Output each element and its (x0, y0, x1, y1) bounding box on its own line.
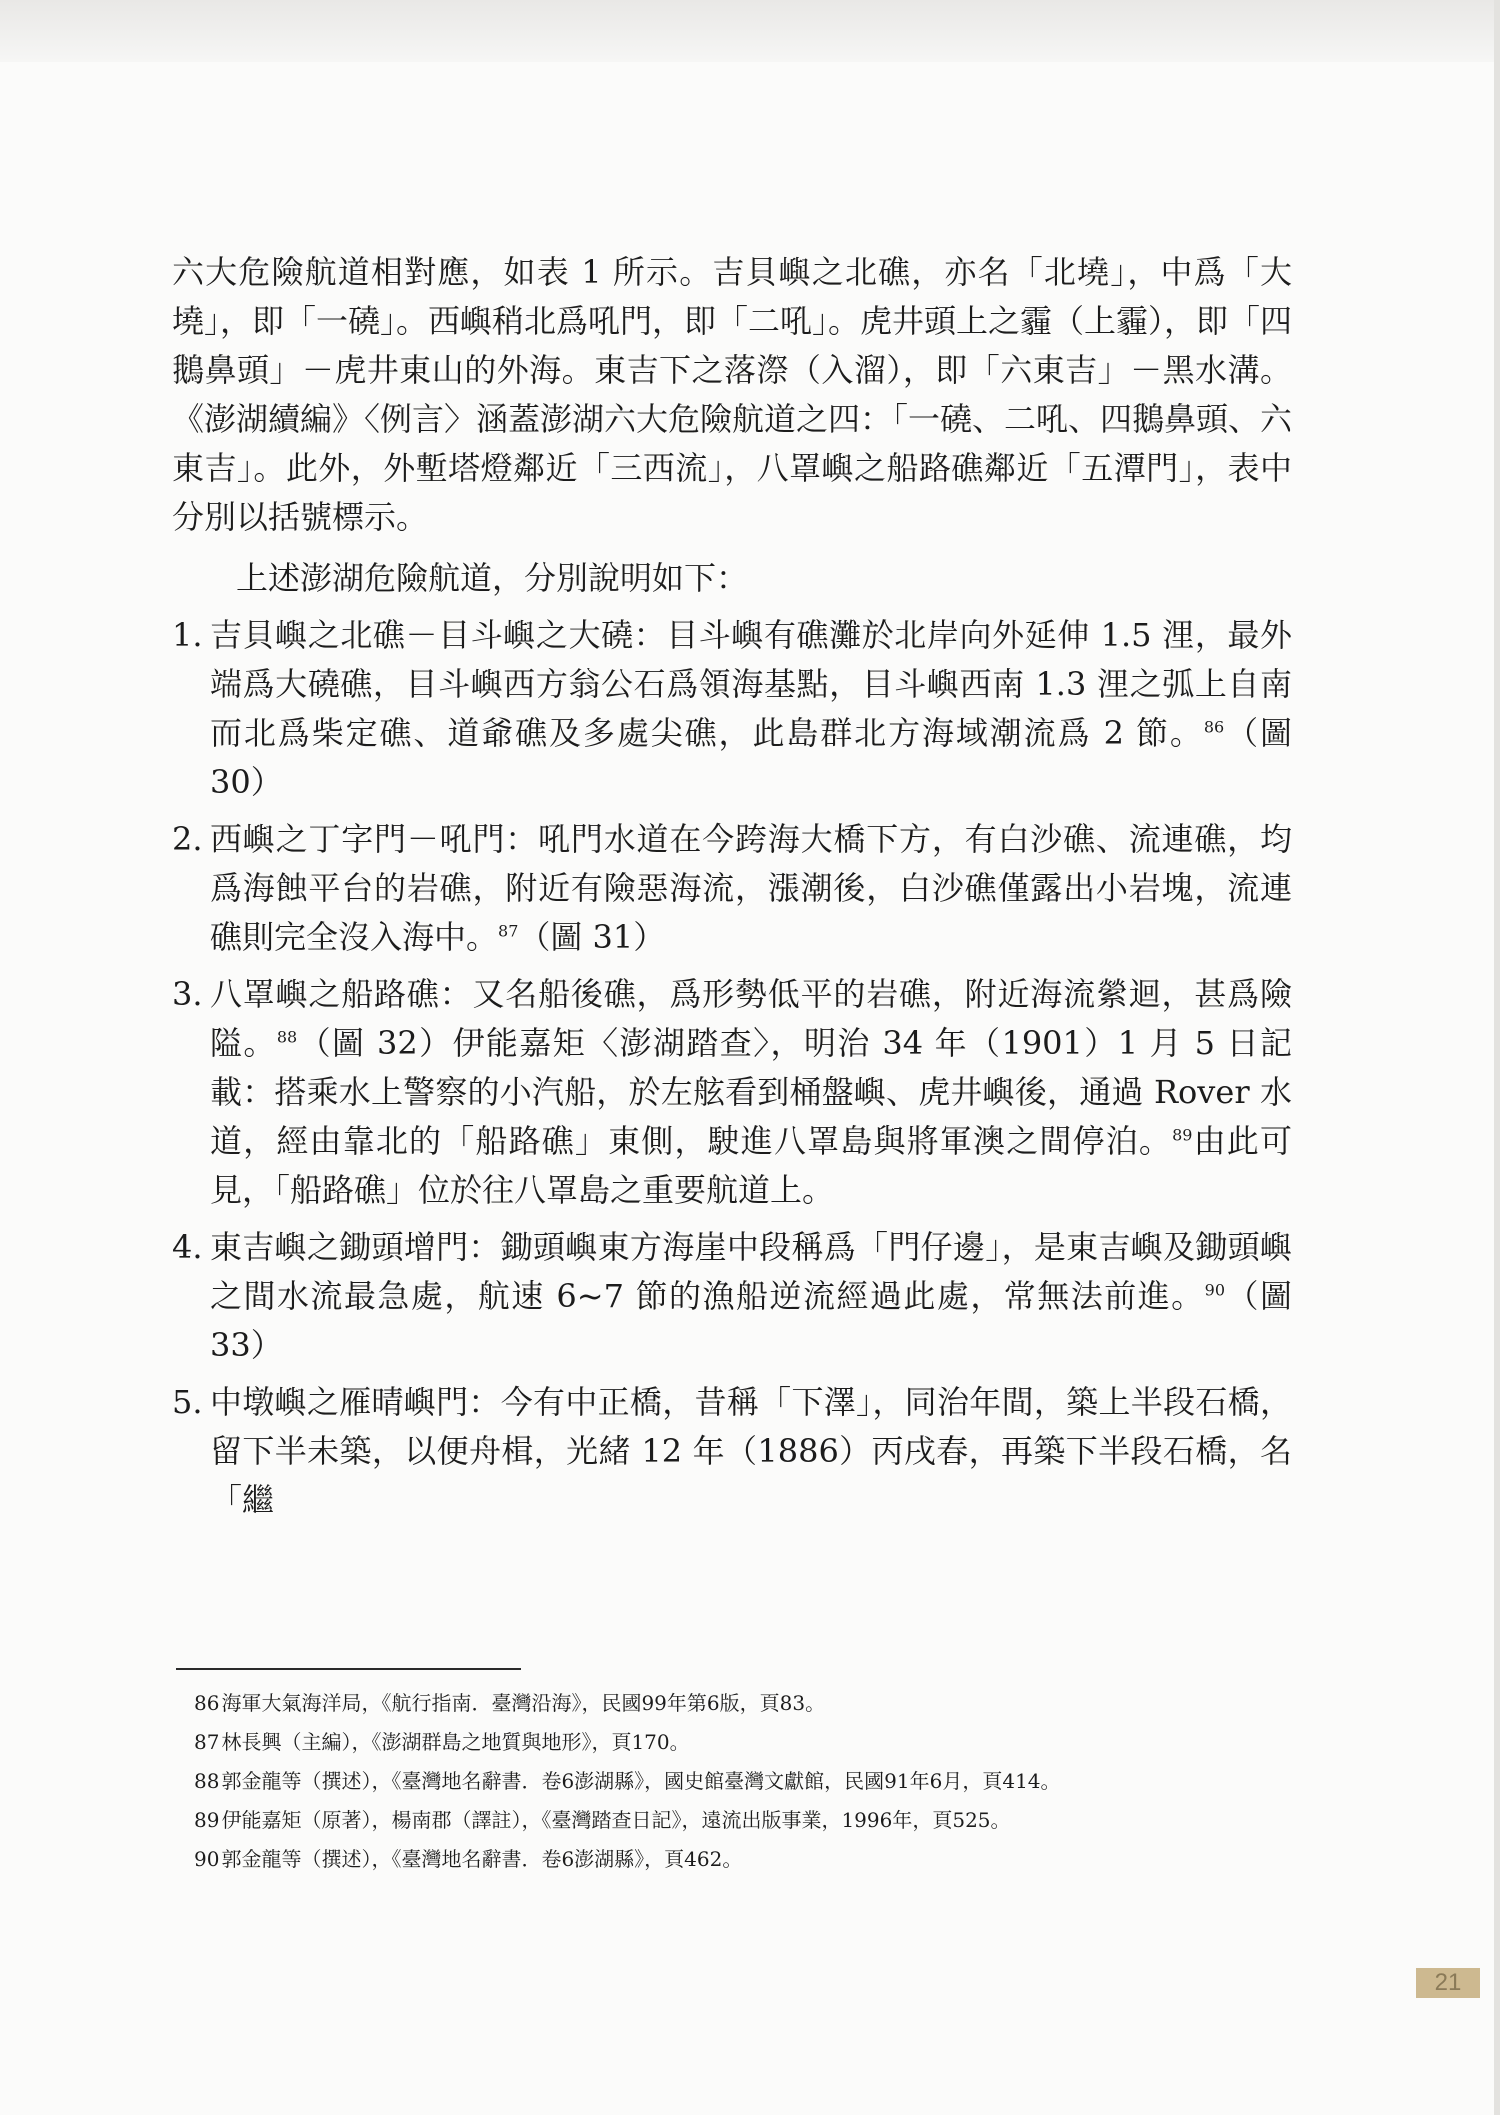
scan-edge-top (0, 0, 1500, 62)
footnote-text: 伊能嘉矩（原著），楊南郡（譯註），《臺灣踏查日記》，遠流出版事業，1996年，頁525。 (221, 1808, 1011, 1832)
footnote (194, 1686, 1294, 1720)
list-item (172, 1223, 1292, 1370)
list-item (172, 1378, 1292, 1525)
list-item-text: 西嶼之丁字門－吼門：吼門水道在今跨海大橋下方，有白沙礁、流連礁，均爲海蝕平台的岩礁，附近有險惡海流，漲潮後，白沙礁僅露出小岩塊，流連礁則完全沒入海中。 (210, 820, 1292, 956)
footnote-number: 89 (194, 1808, 220, 1832)
list-item-text: 中墩嶼之雁晴嶼門：今有中正橋，昔稱「下澤」，同治年間，築上半段石橋，留下半未築，以便舟楫，光緒 12 年（1886）丙戌春，再築下半段石橋，名「繼 (210, 1383, 1292, 1519)
figure-ref: （圖 33） (210, 1277, 1292, 1364)
list-item (172, 815, 1292, 962)
list-item-text: 東吉嶼之鋤頭增門：鋤頭嶼東方海崖中段稱爲「門仔邊」，是東吉嶼及鋤頭嶼之間水流最急處，航速 6~7 節的漁船逆流經過此處，常無法前進。 (210, 1228, 1292, 1315)
footnote-number: 87 (194, 1730, 220, 1754)
scan-edge-right (1494, 0, 1500, 2115)
list-number: 5. (172, 1383, 203, 1421)
footnote-ref: 88 (276, 1027, 298, 1047)
footnote-number: 86 (194, 1691, 220, 1715)
list-item (172, 970, 1292, 1215)
list-item-text: 吉貝嶼之北礁－目斗嶼之大磽：目斗嶼有礁灘於北岸向外延伸 1.5 浬，最外端爲大磽礁，目斗嶼西方翁公石爲領海基點，目斗嶼西南 1.3 浬之弧上自南而北爲柴定礁、道爺礁及多處尖礁，此島群北方海域潮流爲 2 節。 (210, 616, 1292, 752)
list-number: 4. (172, 1228, 203, 1266)
list-number: 3. (172, 975, 203, 1013)
waterway-list (172, 611, 1292, 1525)
footnote-text: 林長興（主編），《澎湖群島之地質與地形》，頁170。 (221, 1730, 690, 1754)
list-item (172, 611, 1292, 807)
footnote-ref: 90 (1204, 1280, 1226, 1300)
footnote-text: 海軍大氣海洋局，《航行指南．臺灣沿海》，民國99年第6版，頁83。 (221, 1691, 826, 1715)
footnote-text: 郭金龍等（撰述），《臺灣地名辭書．卷6澎湖縣》，國史館臺灣文獻館，民國91年6月，頁414。 (221, 1769, 1061, 1793)
footnote-text: 郭金龍等（撰述），《臺灣地名辭書．卷6澎湖縣》，頁462。 (221, 1847, 743, 1871)
footnote-number: 88 (194, 1769, 220, 1793)
footnote (194, 1764, 1294, 1798)
continuation-paragraph: 六大危險航道相對應，如表 1 所示。吉貝嶼之北礁，亦名「北墝」，中爲「大墝」，即「一磽」。西嶼稍北爲吼門，即「二吼」。虎井頭上之霾（上霾），即「四鵝鼻頭」－虎井東山的外海。東吉下之落漈（入溜），即「六東吉」－黑水溝。《澎湖續編》〈例言〉涵蓋澎湖六大危險航道之四：「一磽、二吼、四鵝鼻頭、六東吉」。此外，外塹塔燈鄰近「三西流」，八罩嶼之船路礁鄰近「五潭門」，表中分別以括號標示。 (172, 253, 1293, 536)
list-number: 2. (172, 820, 203, 858)
figure-ref: （圖 30） (210, 714, 1292, 801)
list-item-text-tail: 由此可見，「船路礁」位於往八罩島之重要航道上。 (210, 1122, 1292, 1209)
footnote-number: 90 (194, 1847, 220, 1871)
footnote (194, 1803, 1294, 1837)
body-text (172, 248, 1292, 1533)
footnote-ref: 89 (1172, 1125, 1193, 1145)
list-item-text-continued: （圖 32）伊能嘉矩〈澎湖踏查〉，明治 34 年（1901）1 月 5 日記載：搭乘水上警察的小汽船，於左舷看到桶盤嶼、虎井嶼後，通過 Rover 水道，經由靠北的「船路礁」東側，駛進八罩島與將軍澳之間停泊。 (210, 1024, 1292, 1160)
footnote-divider (176, 1668, 521, 1670)
footnotes (194, 1686, 1294, 1881)
footnote (194, 1842, 1294, 1876)
list-number: 1. (172, 616, 203, 654)
footnote-ref: 86 (1203, 717, 1225, 737)
footnote (194, 1725, 1294, 1759)
intro-paragraph: 上述澎湖危險航道，分別說明如下： (236, 559, 749, 597)
page-number: 21 (1416, 1968, 1480, 1998)
figure-ref: （圖 31） (518, 918, 666, 956)
footnote-ref: 87 (498, 921, 519, 941)
list-item-text: 八罩嶼之船路礁：又名船後礁，爲形勢低平的岩礁，附近海流縈迴，甚爲險隘。 (210, 975, 1292, 1062)
